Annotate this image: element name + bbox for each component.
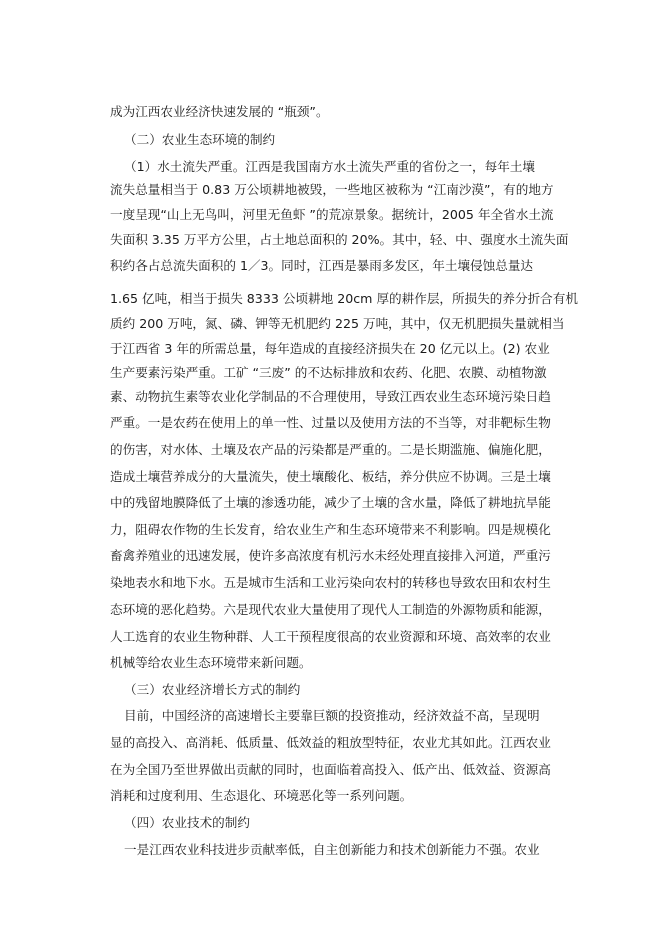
text-line: 一是江西农业科技进步贡献率低，自主创新能力和技术创新能力不强。农业	[124, 842, 540, 857]
text-line: 畜禽养殖业的迅速发展，使许多高浓度有机污水未经处理直接排入河道，严重污	[110, 548, 551, 563]
text-line: 失面积 3.35 万平方公里，占土地总面积的 20%。其中，轻、中、强度水土流失面	[110, 232, 569, 247]
text-line: 消耗和过度利用、生态退化、环境恶化等一系列问题。	[110, 788, 413, 803]
text-line: 一度呈现“山上无鸟叫，河里无鱼虾 ”的荒凉景象。据统计，2005 年全省水土流	[110, 207, 554, 222]
text-line: 于江西省 3 年的所需总量，每年造成的直接经济损失在 20 亿元以上。(2) 农业	[110, 341, 550, 356]
text-line: 目前，中国经济的高速增长主要靠巨额的投资推动，经济效益不高，呈现明	[124, 708, 540, 723]
section-heading: （二）农业生态环境的制约	[124, 132, 276, 147]
text-line: 显的高投入、高消耗、低质量、低效益的粗放型特征，农业尤其如此。江西农业	[110, 735, 551, 750]
text-line: 严重。一是农药在使用上的单一性、过量以及使用方法的不当等，对非靶标生物	[110, 415, 551, 430]
text-line: 1.65 亿吨，相当于损失 8333 公顷耕地 20cm 厚的耕作层，所损失的养分折合有机	[110, 291, 578, 306]
text-line: 生产要素污染严重。工矿 “三废” 的不达标排放和农药、化肥、农膜、动植物激	[110, 365, 547, 380]
text-line: 质约 200 万吨，氮、磷、钾等无机肥约 225 万吨，其中，仅无机肥损失量就相当	[110, 316, 565, 331]
text-line: 染地表水和地下水。五是城市生活和工业污染向农村的转移也导致农田和农村生	[110, 575, 551, 590]
text-line: 人工选育的农业生物种群、人工干预程度很高的农业资源和环境、高效率的农业	[110, 629, 551, 644]
text-line: 积约各占总流失面积的 1／3。同时，江西是暴雨多发区，年土壤侵蚀总量达	[110, 258, 534, 273]
text-line: 造成土壤营养成分的大量流失，使土壤酸化、板结，养分供应不协调。三是土壤	[110, 469, 551, 484]
text-line: 机械等给农业生态环境带来新问题。	[110, 655, 312, 670]
text-line: 中的残留地膜降低了土壤的渗透功能，减少了土壤的含水量，降低了耕地抗旱能	[110, 495, 551, 510]
text-line: 在为全国乃至世界做出贡献的同时，也面临着高投入、低产出、低效益、资源高	[110, 762, 551, 777]
text-line: 的伤害，对水体、土壤及农产品的污染都是严重的。二是长期滥施、偏施化肥，	[110, 442, 551, 457]
text-line: 流失总量相当于 0.83 万公顷耕地被毁，一些地区被称为 “江南沙漠”，有的地方	[110, 182, 554, 197]
text-line: 态环境的恶化趋势。六是现代农业大量使用了现代人工制造的外源物质和能源，	[110, 602, 551, 617]
section-heading: （三）农业经济增长方式的制约	[124, 682, 301, 697]
text-line: （1）水土流失严重。江西是我国南方水土流失严重的省份之一，每年土壤	[124, 159, 536, 174]
text-line: 力，阻碍农作物的生长发育，给农业生产和生态环境带来不利影响。四是规模化	[110, 522, 551, 537]
text-line: 成为江西农业经济快速发展的 “瓶颈”。	[110, 104, 329, 119]
section-heading: （四）农业技术的制约	[124, 815, 250, 830]
text-line: 素、动物抗生素等农业化学制品的不合理使用，导致江西农业生态环境污染日趋	[110, 389, 551, 404]
